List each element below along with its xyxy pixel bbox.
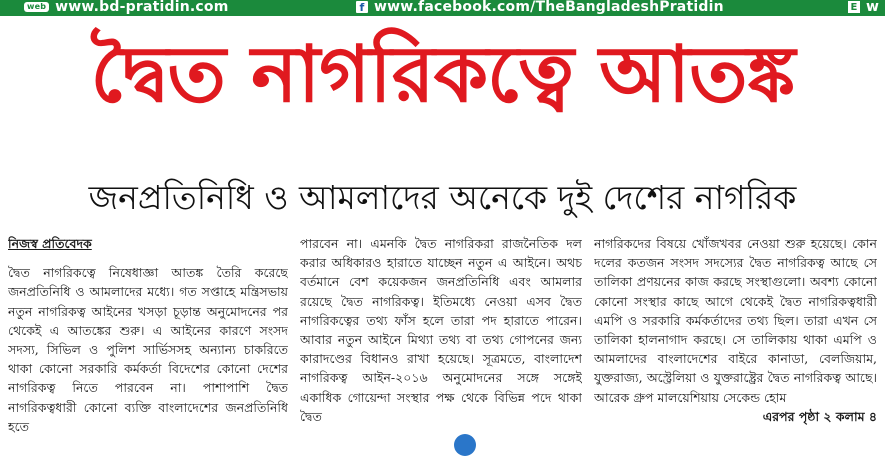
continuation-note[interactable]: এরপর পৃষ্ঠা ২ কলাম ৪	[762, 408, 877, 424]
headline: দ্বৈত নাগরিকত্বে আতঙ্ক	[90, 30, 795, 120]
website-url: www.bd-pratidin.com	[55, 0, 229, 15]
facebook-url: www.facebook.com/TheBangladeshPratidin	[374, 0, 724, 15]
column-2-text: পারবেন না। এমনকি দ্বৈত নাগরিকরা রাজনৈতিক দল করার অধিকারও হারাতে যাচ্ছেন নতুন এ আইনে। অথচ বর্তমানে বেশ কয়েকজন জনপ্রতিনিধি এবং আমলার রয়েছে দ্বৈত নাগরিকত্ব। ইতিমধ্যে নেওয়া এসব দ্বৈত নাগরিকত্বের তথ্য ফাঁস হলে তারা পদ হারাতে পারেন। আবার নতুন আইনে মিথ্যা তথ্য বা তথ্য গোপনের জন্য কারাদণ্ডের বিধানও রাখা হয়েছে। সূত্রমতে, বাংলাদেশ নাগরিকত্ব আইন-২০১৬ অনুমোদনের সঙ্গে সঙ্গেই একাধিক গোয়েন্দা সংস্থার পক্ষ থেকে বিভিন্ন পদে থাকা দ্বৈত	[300, 236, 582, 424]
byline: নিজস্ব প্রতিবেদক	[8, 236, 92, 251]
column-3-text: নাগরিকদের বিষয়ে খোঁজখবর নেওয়া শুরু হয়েছে। কোন দলের কতজন সংসদ সদস্যের দ্বৈত নাগরিকত্ব আছে সে তালিকা প্রণয়নের কাজ করছে সংস্থাগুলো। অবশ্য কোনো কোনো সংস্থার কাছে আগে থেকেই দ্বৈত নাগরিকত্বধারী এমপি ও সরকারি কর্মকর্তাদের তথ্য ছিল। তারা এখন সে তালিকা হালনাগাদ করছে। সে তালিকায় থাকা এমপি ও আমলাদের বাংলাদেশের বাইরে কানাডা, বেলজিয়াম, যুক্তরাজ্য, অস্ট্রেলিয়া ও যুক্তরাষ্ট্রের দ্বৈত নাগরিকত্ব আছে। আরেক গ্রুপ মালয়েশিয়ায় সেকেন্ড হোম	[594, 236, 877, 405]
website-link[interactable]	[24, 0, 229, 15]
tail-icon: E	[848, 1, 860, 13]
tail-text: w	[866, 0, 880, 15]
page-marker-circle	[454, 434, 476, 456]
facebook-link[interactable]	[356, 0, 724, 15]
column-1-text: দ্বৈত নাগরিকত্বে নিষেধাজ্ঞা আতঙ্ক তৈরি করেছে জনপ্রতিনিধি ও আমলাদের মধ্যে। গত সপ্তাহে মন্ত্রিসভায় নতুন নাগরিকত্ব আইনের খসড়া চূড়ান্ত অনুমোদনের পর থেকেই এ আতঙ্কের শুরু। এ আইনের কারণে সংসদ সদস্য, সিভিল ও পুলিশ সার্ভিসসহ অন্যান্য চাকরিতে থাকা কোনো সরকারি কর্মকর্তা বিদেশের কোনো দেশের নাগরিকত্ব নিতে পারবেন না। পাশাপাশি দ্বৈত নাগরিকত্বধারী কোনো ব্যক্তি বাংলাদেশের জনপ্রতিনিধি হতে	[8, 265, 288, 434]
tail-link[interactable]	[848, 0, 879, 15]
article-column-3	[594, 234, 877, 444]
top-banner	[0, 0, 885, 16]
web-badge-icon: web	[24, 2, 49, 12]
article-column-1	[8, 234, 288, 444]
subheadline: জনপ্রতিনিধি ও আমলাদের অনেকে দুই দেশের নাগরিক	[88, 178, 797, 217]
facebook-icon: f	[356, 1, 368, 13]
article-column-2	[300, 234, 582, 444]
